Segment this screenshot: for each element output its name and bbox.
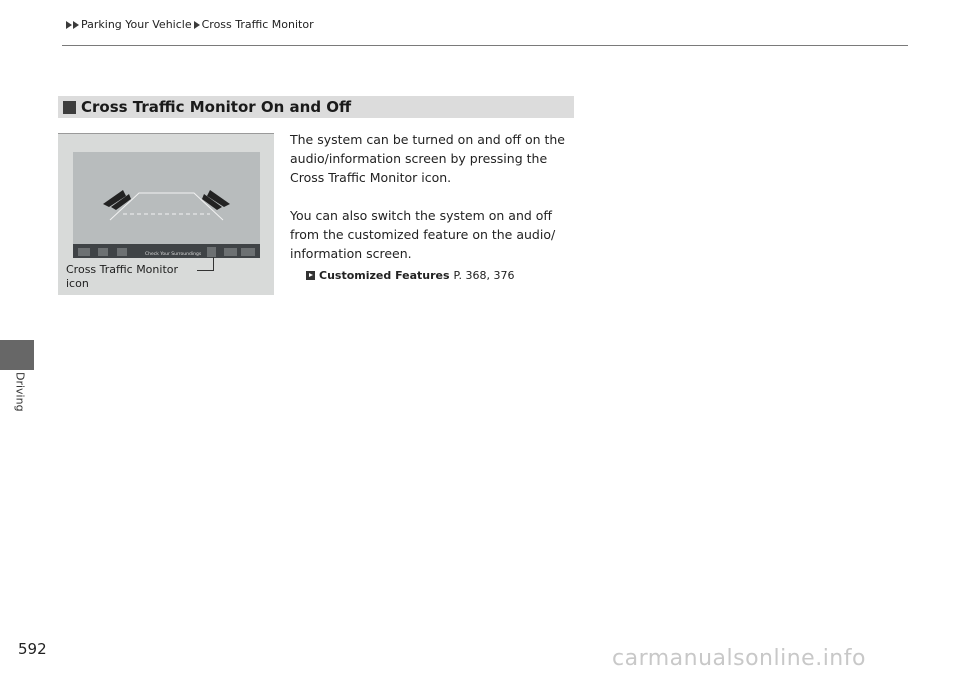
watermark: carmanualsonline.info	[612, 646, 866, 671]
breadcrumb	[66, 18, 316, 31]
rear-camera-view-icon	[73, 152, 260, 244]
paragraph-2: You can also switch the system on and off from the customized feature on the audio/ information screen.	[290, 208, 556, 261]
toolbar-icons	[73, 245, 260, 259]
figure-divider	[58, 133, 274, 134]
toolbar-text: Check Your Surroundings	[145, 252, 202, 257]
paragraph-1: The system can be turned on and off on the audio/information screen by pressing the Cross Traffic Monitor icon.	[290, 132, 565, 185]
audio-screen-illustration	[73, 152, 260, 258]
breadcrumb-item-cross-traffic-monitor[interactable]: Cross Traffic Monitor	[201, 18, 314, 31]
cross-reference-pages: P. 368, 376	[453, 269, 515, 282]
cross-traffic-monitor-icon	[207, 247, 216, 257]
section-title: Cross Traffic Monitor On and Off	[81, 98, 352, 116]
breadcrumb-arrow-icon	[73, 21, 79, 29]
chapter-label	[12, 372, 28, 432]
cross-reference[interactable]	[306, 266, 580, 285]
callout-line1: Cross Traffic Monitor	[66, 263, 179, 276]
body-text	[290, 130, 580, 285]
callout-leader-vertical	[213, 257, 214, 271]
cross-reference-title[interactable]: Customized Features	[319, 269, 450, 282]
chapter-tab[interactable]	[0, 340, 34, 370]
breadcrumb-item-parking[interactable]: Parking Your Vehicle	[81, 18, 192, 31]
breadcrumb-arrow-icon	[194, 21, 200, 29]
section-heading	[58, 96, 574, 118]
section-square-icon	[63, 101, 76, 114]
header-divider	[62, 45, 908, 46]
callout-label	[66, 263, 206, 291]
cross-reference-icon	[306, 271, 315, 280]
breadcrumb-arrow-icon	[66, 21, 72, 29]
page-number: 592	[18, 640, 47, 658]
screen-toolbar	[73, 244, 260, 258]
callout-line2: icon	[66, 277, 89, 290]
chapter-label-text: Driving	[13, 372, 27, 412]
